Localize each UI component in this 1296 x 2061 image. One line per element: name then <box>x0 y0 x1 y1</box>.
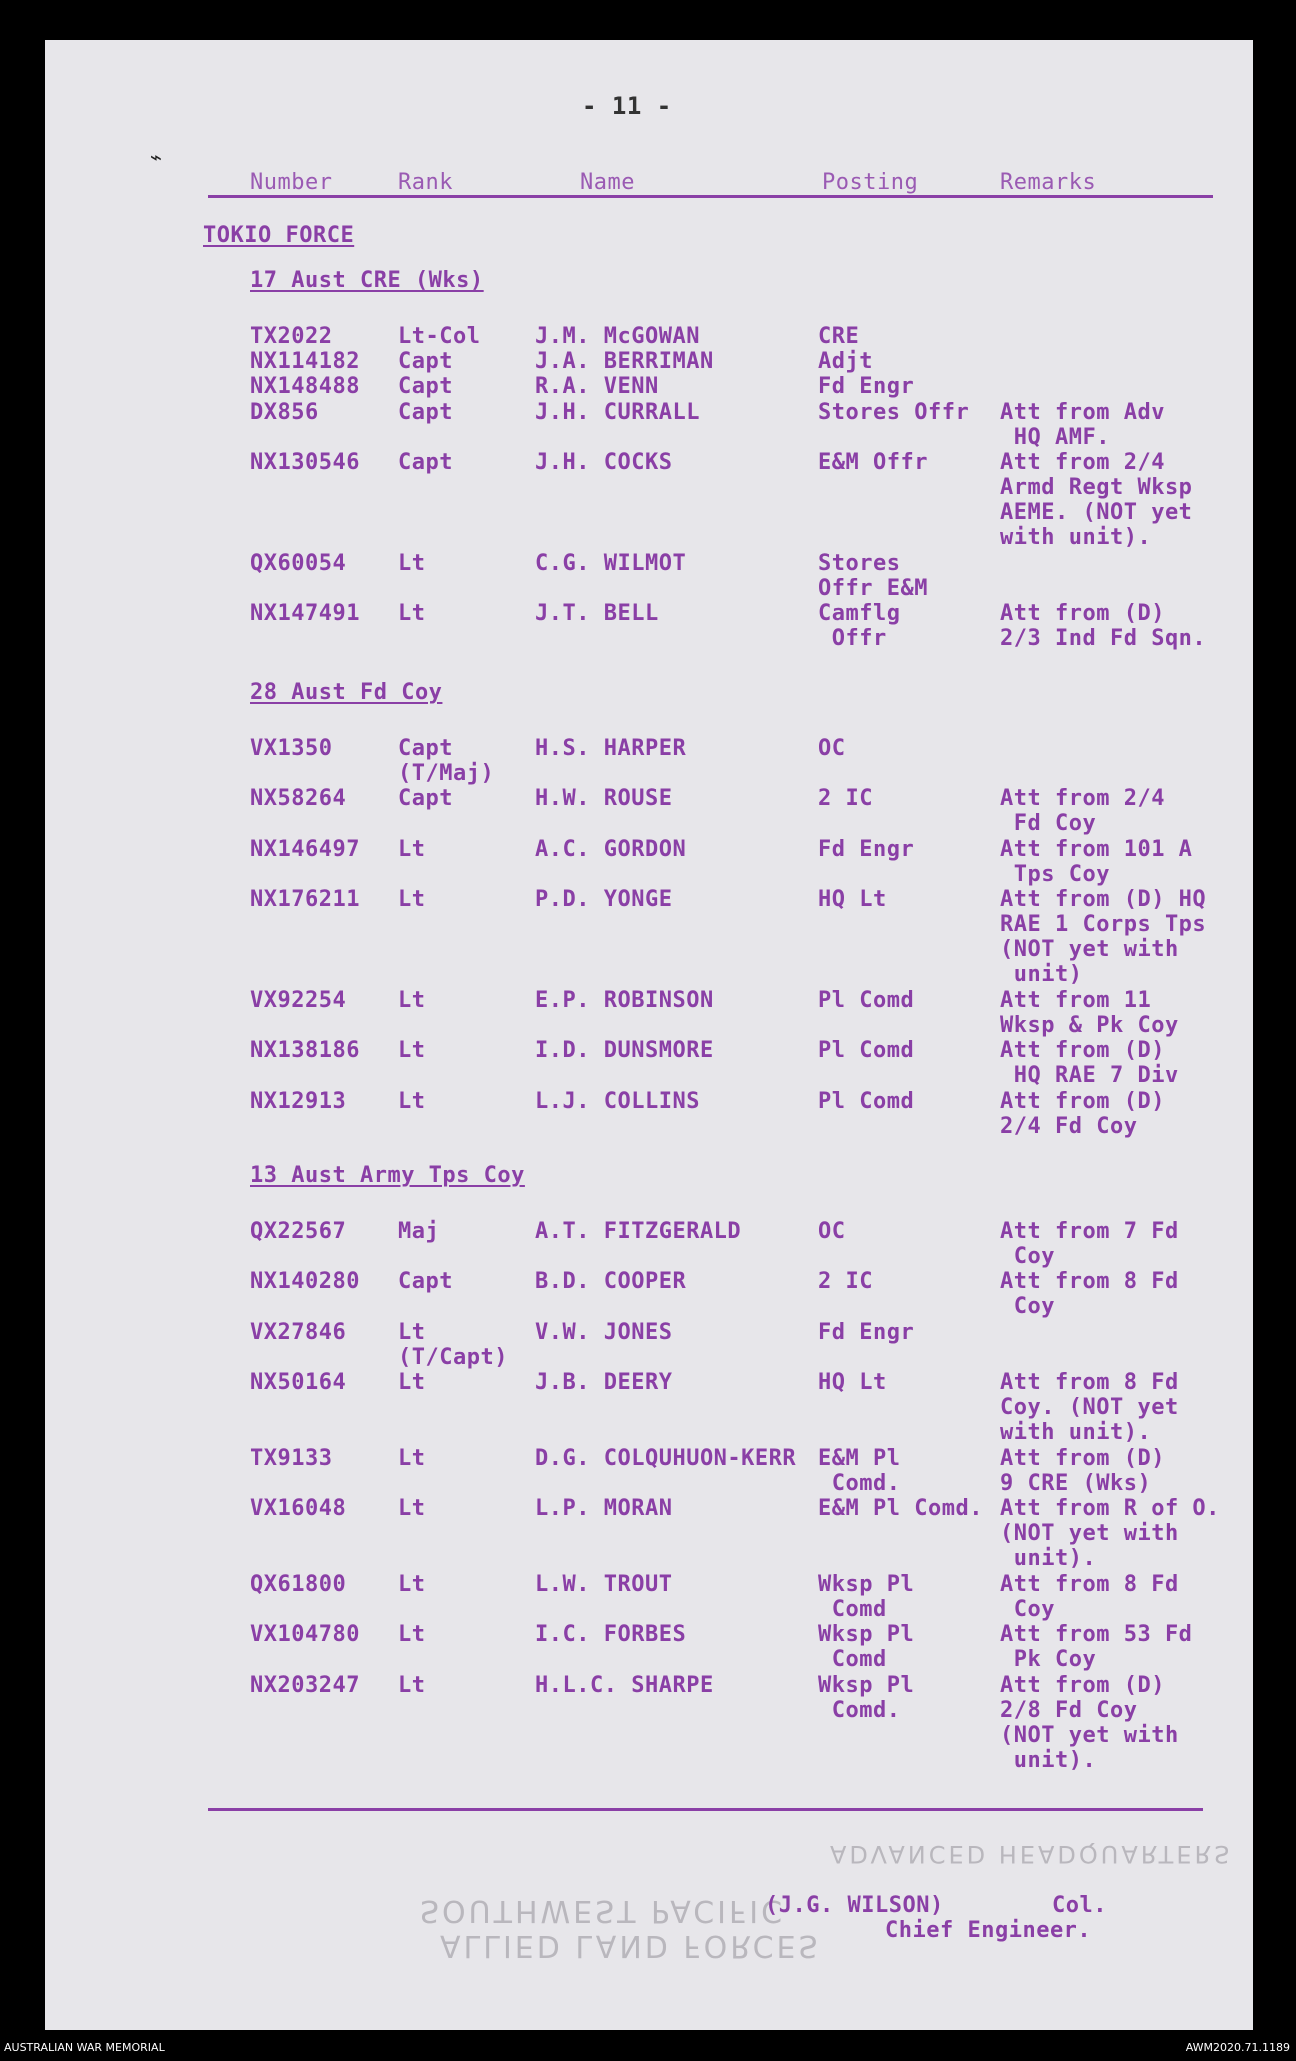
cell-posting: E&M Offr <box>818 450 928 475</box>
col-header-posting: Posting <box>822 170 919 195</box>
cell-number: NX58264 <box>250 786 347 812</box>
section-title: 17 Aust CRE (Wks) <box>250 268 484 293</box>
cell-name: V.W. JONES <box>535 1319 673 1345</box>
cell-number: NX138186 <box>250 1038 360 1064</box>
cell-rank: Lt <box>398 550 426 576</box>
cell-posting: Fd Engr <box>818 374 915 400</box>
cell-name: H.S. HARPER <box>535 736 687 761</box>
cell-posting: E&M Pl Comd. <box>818 1496 983 1522</box>
cell-name: B.D. COOPER <box>535 1269 687 1295</box>
cell-number: NX140280 <box>250 1269 360 1295</box>
signature-rank: Col. <box>1052 1893 1107 1918</box>
cell-remarks: Att from (D) HQ RAE 7 Div <box>1000 1038 1179 1089</box>
cell-posting: Camflg Offr <box>818 601 901 652</box>
cell-remarks: Att from (D) 2/3 Ind Fd Sqn. <box>1000 601 1207 652</box>
cell-posting: 2 IC <box>818 786 873 812</box>
cell-rank: Lt (T/Capt) <box>398 1319 508 1370</box>
cell-rank: Capt <box>398 786 453 812</box>
cell-number: NX146497 <box>250 836 360 862</box>
cell-number: NX130546 <box>250 450 360 475</box>
cell-rank: Lt <box>398 1088 426 1114</box>
cell-rank: Capt <box>398 1269 453 1295</box>
cell-remarks: Att from 101 A Tps Coy <box>1000 836 1193 887</box>
cell-remarks: Att from 8 Fd Coy. (NOT yet with unit). <box>1000 1370 1179 1446</box>
cell-remarks: Att from (D) 9 CRE (Wks) <box>1000 1445 1165 1496</box>
cell-number: NX50164 <box>250 1370 347 1396</box>
section-title: 13 Aust Army Tps Coy <box>250 1163 525 1188</box>
cell-number: NX12913 <box>250 1088 347 1114</box>
cell-name: I.D. DUNSMORE <box>535 1038 714 1064</box>
cell-name: J.A. BERRIMAN <box>535 349 714 375</box>
cell-name: J.H. CURRALL <box>535 399 700 425</box>
cell-remarks: Att from 8 Fd Coy <box>1000 1269 1179 1320</box>
footer-left: AUSTRALIAN WAR MEMORIAL <box>4 2041 165 2054</box>
cell-remarks: Att from 7 Fd Coy <box>1000 1219 1179 1269</box>
cell-rank: Lt <box>398 887 426 913</box>
cell-number: QX61800 <box>250 1571 347 1597</box>
cell-rank: Capt <box>398 349 453 375</box>
cell-number: DX856 <box>250 399 319 425</box>
cell-name: A.C. GORDON <box>535 836 687 862</box>
cell-rank: Capt <box>398 374 453 400</box>
cell-rank: Lt <box>398 1445 426 1471</box>
cell-rank: Lt <box>398 601 426 627</box>
cell-remarks: Att from Adv HQ AMF. <box>1000 399 1165 450</box>
cell-remarks: Att from (D) 2/8 Fd Coy (NOT yet with unit). <box>1000 1672 1179 1773</box>
cell-number: NX203247 <box>250 1672 360 1698</box>
cell-name: L.J. COLLINS <box>535 1088 700 1114</box>
cell-rank: Lt <box>398 988 426 1013</box>
cell-number: VX27846 <box>250 1319 347 1345</box>
cell-remarks: Att from 2/4 Fd Coy <box>1000 786 1165 837</box>
cell-remarks: Att from (D) HQ RAE 1 Corps Tps (NOT yet with unit) <box>1000 887 1207 988</box>
cell-name: H.W. ROUSE <box>535 786 673 812</box>
cell-name: J.B. DEERY <box>535 1370 673 1396</box>
cell-number: NX147491 <box>250 601 360 627</box>
cell-rank: Capt <box>398 450 453 475</box>
force-title: TOKIO FORCE <box>203 223 355 248</box>
cell-posting: Adjt <box>818 349 873 375</box>
cell-posting: Wksp Pl Comd <box>818 1622 915 1673</box>
cell-remarks: Att from 53 Fd Pk Coy <box>1000 1622 1193 1673</box>
cell-number: TX2022 <box>250 324 333 349</box>
cell-posting: OC <box>818 1219 846 1244</box>
cell-number: NX114182 <box>250 349 360 375</box>
cell-rank: Maj <box>398 1219 440 1244</box>
cell-name: A.T. FITZGERALD <box>535 1219 742 1244</box>
cell-number: VX92254 <box>250 988 347 1013</box>
cell-number: NX148488 <box>250 374 360 400</box>
cell-posting: Fd Engr <box>818 1319 915 1345</box>
stamp-line-3: ALLIED LAND FORCES <box>440 1928 821 1963</box>
cell-posting: Wksp Pl Comd. <box>818 1672 915 1723</box>
cell-name: E.P. ROBINSON <box>535 988 714 1013</box>
cell-posting: Pl Comd <box>818 1088 915 1114</box>
cell-rank: Lt-Col <box>398 324 481 349</box>
cell-remarks: Att from 2/4 Armd Regt Wksp AEME. (NOT yet with unit). <box>1000 450 1193 550</box>
cell-remarks: Att from 8 Fd Coy <box>1000 1571 1179 1622</box>
cell-rank: Lt <box>398 1038 426 1064</box>
cell-name: H.L.C. SHARPE <box>535 1672 714 1698</box>
cell-number: VX1350 <box>250 736 333 761</box>
cell-remarks: Att from 11 Wksp & Pk Coy <box>1000 988 1179 1038</box>
cell-number: TX9133 <box>250 1445 333 1471</box>
cell-name: I.C. FORBES <box>535 1622 687 1648</box>
signature-title: Chief Engineer. <box>885 1918 1092 1943</box>
cell-rank: Lt <box>398 1370 426 1396</box>
cell-name: P.D. YONGE <box>535 887 673 913</box>
cell-rank: Lt <box>398 1672 426 1698</box>
cell-number: QX22567 <box>250 1219 347 1244</box>
col-header-number: Number <box>250 170 333 195</box>
bottom-rule <box>208 1808 1203 1811</box>
cell-name: C.G. WILMOT <box>535 550 687 576</box>
cell-remarks: Att from (D) 2/4 Fd Coy <box>1000 1088 1165 1139</box>
cell-posting: HQ Lt <box>818 887 887 913</box>
footer-right: AWM2020.71.1189 <box>1185 2041 1290 2054</box>
col-header-rank: Rank <box>398 170 453 195</box>
page-number: - 11 - <box>582 92 672 120</box>
cell-number: VX16048 <box>250 1496 347 1522</box>
cell-posting: HQ Lt <box>818 1370 887 1396</box>
stamp-line-2: SOUTHWEST PACIFIC <box>420 1893 786 1928</box>
cell-rank: Lt <box>398 1622 426 1648</box>
cell-name: L.P. MORAN <box>535 1496 673 1522</box>
cell-posting: Stores Offr <box>818 399 970 425</box>
signature-name: (J.G. WILSON) <box>765 1893 944 1918</box>
col-header-name: Name <box>580 170 635 195</box>
cell-rank: Capt <box>398 399 453 425</box>
cell-number: VX104780 <box>250 1622 360 1648</box>
cell-posting: Wksp Pl Comd <box>818 1571 915 1622</box>
stamp-line-1: ADVANCED HEADQUARTERS <box>830 1840 1233 1868</box>
cell-posting: E&M Pl Comd. <box>818 1445 901 1496</box>
cell-name: J.H. COCKS <box>535 450 673 475</box>
cell-posting: 2 IC <box>818 1269 873 1295</box>
col-header-remarks: Remarks <box>1000 170 1097 195</box>
cell-name: J.M. McGOWAN <box>535 324 700 349</box>
cell-number: QX60054 <box>250 550 347 576</box>
cell-posting: Stores Offr E&M <box>818 550 928 601</box>
cell-rank: Lt <box>398 1571 426 1597</box>
cell-posting: CRE <box>818 324 860 349</box>
cell-remarks: Att from R of O. (NOT yet with unit). <box>1000 1496 1220 1572</box>
cell-rank: Capt (T/Maj) <box>398 736 495 786</box>
header-rule <box>208 195 1213 198</box>
cell-name: J.T. BELL <box>535 601 659 627</box>
cell-name: R.A. VENN <box>535 374 659 400</box>
cell-rank: Lt <box>398 836 426 862</box>
cell-name: L.W. TROUT <box>535 1571 673 1597</box>
cell-number: NX176211 <box>250 887 360 913</box>
section-title: 28 Aust Fd Coy <box>250 680 443 705</box>
cell-posting: Fd Engr <box>818 836 915 862</box>
cell-posting: Pl Comd <box>818 988 915 1013</box>
cell-rank: Lt <box>398 1496 426 1522</box>
staple-mark: ⌁ <box>150 145 163 169</box>
cell-posting: OC <box>818 736 846 761</box>
cell-name: D.G. COLQUHUON-KERR <box>535 1445 797 1471</box>
cell-posting: Pl Comd <box>818 1038 915 1064</box>
